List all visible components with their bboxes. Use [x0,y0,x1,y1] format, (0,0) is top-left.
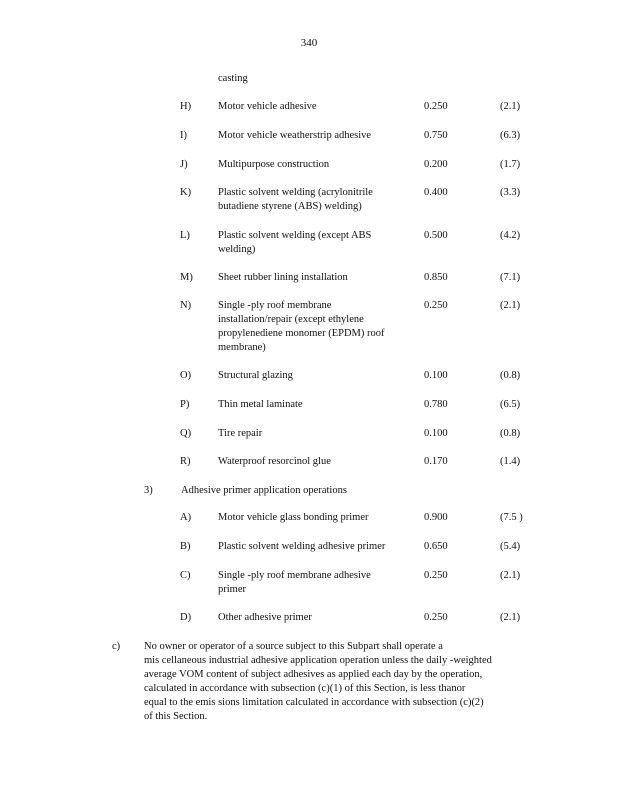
row-description: Motor vehicle glass bonding primer [218,512,369,523]
row-value: 0.500 [424,230,448,241]
row-letter: N) [180,300,192,311]
row-metric-value: (0.8) [500,370,521,381]
row-letter: K) [180,187,192,198]
row-description: Single -ply roof membrane adhesive primer [218,570,371,595]
row-letter: R) [180,456,191,467]
row-value: 0.170 [424,456,448,467]
row-value: 0.250 [424,300,448,311]
row-letter: Q) [180,428,192,439]
row-letter: P) [180,399,190,410]
row-metric-value: (5.4) [500,541,521,552]
row-letter: J) [180,159,188,170]
row-description: Motor vehicle weatherstrip adhesive [218,130,372,141]
row-value: 0.200 [424,159,448,170]
row-description: Other adhesive primer [218,612,312,623]
row-letter: A) [180,512,192,523]
row-value: 0.250 [424,101,448,112]
row-metric-value: (3.3) [500,187,521,198]
row-value: 0.900 [424,512,448,523]
row-metric-value: (2.1) [500,300,521,311]
row-value: 0.250 [424,612,448,623]
row-description: Waterproof resorcinol glue [218,456,331,467]
row-description: Structural glazing [218,370,293,381]
row-metric-value: (0.8) [500,428,521,439]
row-description: Single -ply roof membrane installation/repair (except ethylene propylenediene monomer (EPDM) roof membrane) [218,300,385,353]
row-metric-value: (6.5) [500,399,521,410]
row-letter: H) [180,101,192,112]
row-description: Multipurpose construction [218,159,330,170]
row-value: 0.850 [424,272,448,283]
row-letter: C) [180,570,191,581]
row-metric-value: (7.1) [500,272,521,283]
row-value: 0.780 [424,399,448,410]
row-description: Plastic solvent welding (acrylonitrile butadiene styrene (ABS) welding) [218,187,373,212]
row-metric-value: (4.2) [500,230,521,241]
page-number: 340 [300,37,318,49]
paragraph-label: c) [112,641,121,652]
row-letter: L) [180,230,190,241]
row-metric-value: (6.3) [500,130,521,141]
row-value: 0.100 [424,428,448,439]
row-description: Tire repair [218,428,263,439]
row-description: Motor vehicle adhesive [218,101,317,112]
continuation-text: casting [218,73,248,84]
row-letter: O) [180,370,192,381]
row-metric-value: (1.7) [500,159,521,170]
row-letter: D) [180,612,192,623]
row-value: 0.650 [424,541,448,552]
row-value: 0.750 [424,130,448,141]
row-metric-value: (1.4) [500,456,521,467]
row-metric-value: (7.5 ) [500,512,523,523]
section-heading: Adhesive primer application operations [181,485,347,496]
row-description: Plastic solvent welding adhesive primer [218,541,386,552]
row-metric-value: (2.1) [500,612,521,623]
row-metric-value: (2.1) [500,101,521,112]
section-number: 3) [144,485,153,496]
row-value: 0.100 [424,370,448,381]
row-value: 0.400 [424,187,448,198]
row-letter: I) [180,130,187,141]
paragraph-text: No owner or operator of a source subject to this Subpart shall operate a mis cellaneous industrial adhesive application operation unless the daily -weighted average VOM content of subject adhesives as applied each day by the operation, calculated in accordance with subsection (c)(1) of this Section, is less thanor equal to the emis sions limitation calculated in accordance with subsection (c)(2) of this Section. [144,641,492,722]
row-description: Sheet rubber lining installation [218,272,348,283]
row-letter: B) [180,541,191,552]
row-metric-value: (2.1) [500,570,521,581]
row-value: 0.250 [424,570,448,581]
row-letter: M) [180,272,193,283]
row-description: Plastic solvent welding (except ABS welding) [218,230,372,255]
row-description: Thin metal laminate [218,399,303,410]
